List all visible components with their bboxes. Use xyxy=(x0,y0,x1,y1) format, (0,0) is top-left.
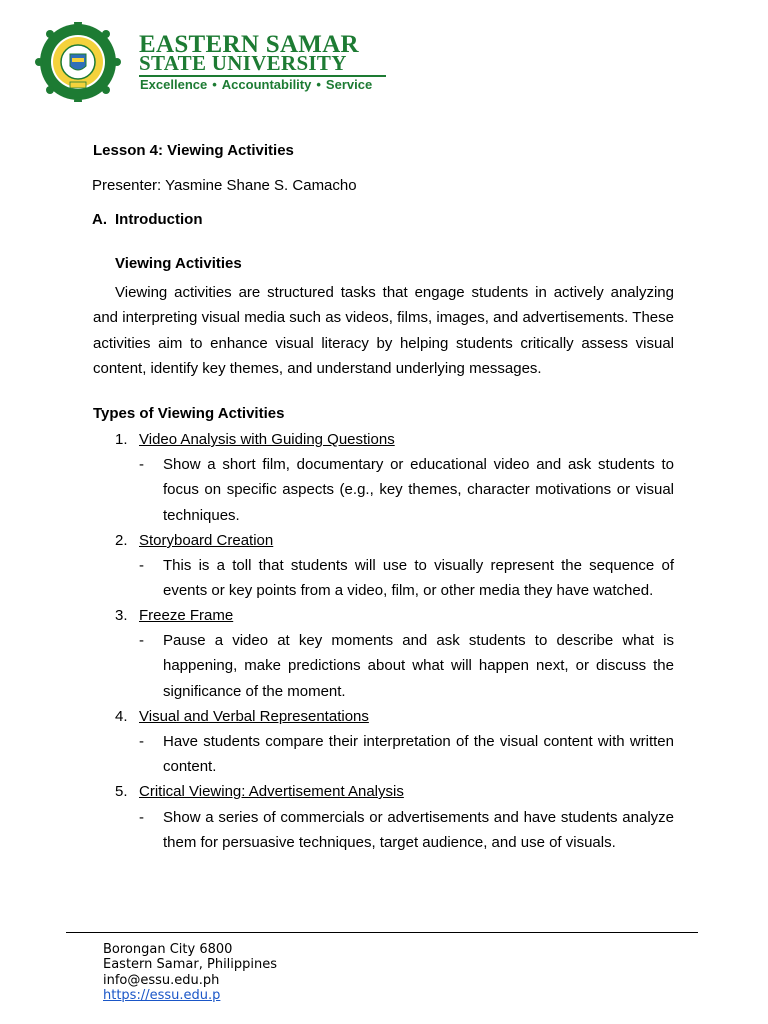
section-title: Introduction xyxy=(115,211,203,228)
footer-website-link[interactable]: https://essu.edu.p xyxy=(103,988,221,1003)
motto-service: Service xyxy=(325,77,373,92)
bullet-dash: - xyxy=(139,809,144,826)
list-item-title: Storyboard Creation xyxy=(139,532,274,549)
footer-address-line1: Borongan City 6800 xyxy=(103,942,233,957)
lesson-title: Lesson 4: Viewing Activities xyxy=(93,142,294,159)
subheading: Viewing Activities xyxy=(115,255,242,272)
footer-address-line2: Eastern Samar, Philippines xyxy=(103,957,278,972)
footer-divider xyxy=(66,932,698,933)
list-item-description: Pause a video at key moments and ask students to describe what is happening, make predictions about what will happen next, or discuss the significance of the moment. xyxy=(163,632,674,700)
list-item-title: Freeze Frame xyxy=(139,607,234,624)
motto-separator: • xyxy=(212,77,217,92)
presenter-line: Presenter: Yasmine Shane S. Camacho xyxy=(92,177,357,194)
intro-paragraph: Viewing activities are structured tasks that engage students in actively analyzing and interpreting visual media such as videos, films, images, and advertisements. These activities aim to enhance visual literacy by helping students critically assess visual content, identify key themes, and understand underlying messages. xyxy=(93,284,674,377)
bullet-dash: - xyxy=(139,456,144,473)
bullet-dash: - xyxy=(139,632,144,649)
list-item-description: Show a short film, documentary or educational video and ask students to focus on specific aspects (e.g., key themes, character motivations or visual techniques. xyxy=(163,456,674,524)
motto-excellence: Excellence xyxy=(140,77,208,92)
list-item-title: Visual and Verbal Representations xyxy=(139,708,369,725)
list-item-description: This is a toll that students will use to visually represent the sequence of events or key points from a video, film, or other media they have watched. xyxy=(163,557,674,600)
list-item-description: Have students compare their interpretation of the visual content with written content. xyxy=(163,733,674,776)
list-item-number: 2. xyxy=(115,532,128,549)
list-item-number: 5. xyxy=(115,783,128,800)
list-item-number: 3. xyxy=(115,607,128,624)
types-heading: Types of Viewing Activities xyxy=(93,405,285,422)
list-item-title: Critical Viewing: Advertisement Analysis xyxy=(139,783,404,800)
university-seal-logo xyxy=(28,22,128,102)
list-item-number: 4. xyxy=(115,708,128,725)
motto-separator: • xyxy=(316,77,321,92)
bullet-dash: - xyxy=(139,557,144,574)
university-name-line2: STATE UNIVERSITY xyxy=(139,51,347,75)
university-name-line1: EASTERN SAMAR xyxy=(139,31,359,58)
motto-accountability: Accountability xyxy=(221,77,312,92)
bullet-dash: - xyxy=(139,733,144,750)
list-item-title: Video Analysis with Guiding Questions xyxy=(139,431,395,448)
list-item-description: Show a series of commercials or advertisements and have students analyze them for persuasive techniques, target audience, and use of visuals. xyxy=(163,809,674,852)
list-item-number: 1. xyxy=(115,431,128,448)
section-letter: A. xyxy=(92,211,107,228)
university-motto xyxy=(140,77,372,92)
footer-email: info@essu.edu.ph xyxy=(103,973,220,988)
